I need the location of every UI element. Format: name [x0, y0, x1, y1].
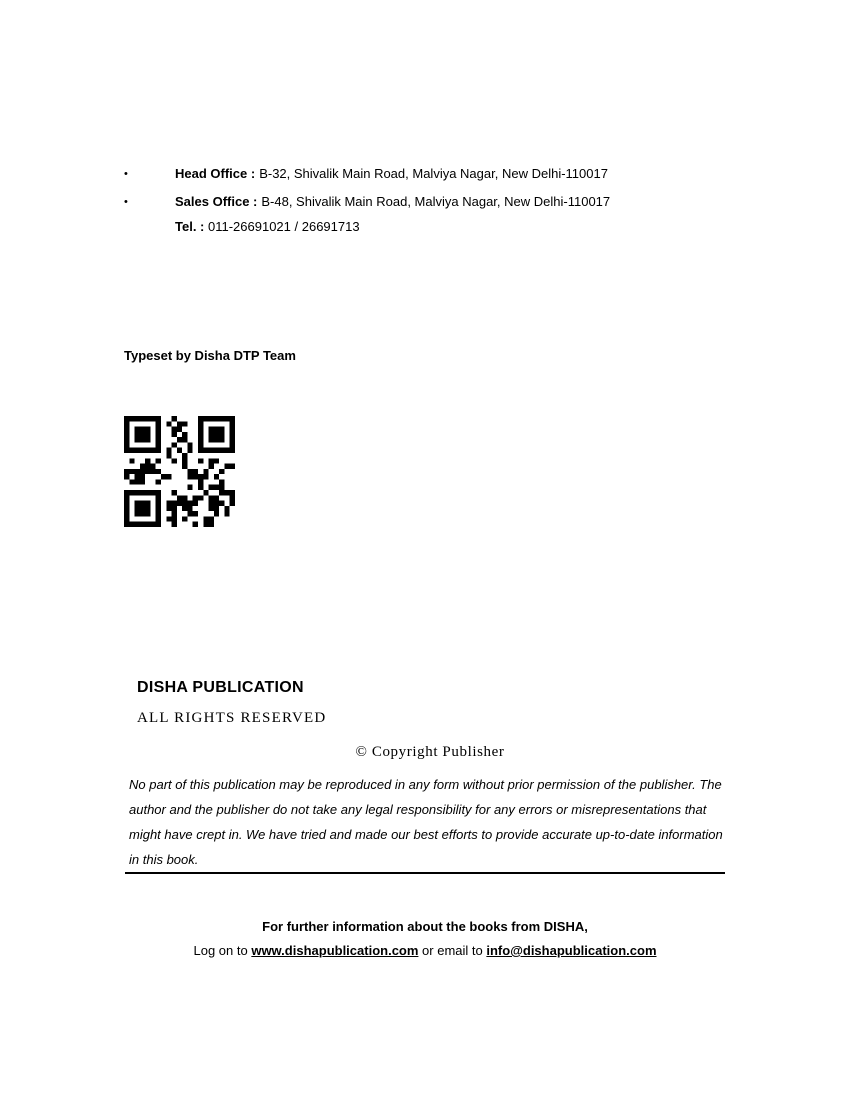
tel-numbers: 011-26691021 / 26691713	[208, 219, 360, 234]
sales-office-address: B-48, Shivalik Main Road, Malviya Nagar, New Delhi-110017	[261, 194, 611, 209]
head-office-address: B-32, Shivalik Main Road, Malviya Nagar, New Delhi-110017	[259, 166, 608, 181]
copyright-notice: © Copyright Publisher	[355, 744, 505, 760]
email-connector: or email to	[422, 943, 483, 958]
disclaimer-text: No part of this publication may be reproduced in any form without prior permission of the publisher. The author and the publisher do not take any legal responsibility for any errors or misrepresentations that might have crept in. We have tried and made our best efforts to provide accurate up-to-date information in this book.	[129, 777, 723, 867]
tel-label: Tel. :	[175, 219, 205, 234]
sales-office-line	[124, 193, 744, 211]
qr-code	[124, 416, 235, 527]
sales-office-label: Sales Office :	[175, 194, 258, 209]
website-link[interactable]: www.dishapublication.com	[251, 943, 419, 958]
rights-reserved: ALL RIGHTS RESERVED	[137, 710, 327, 726]
divider	[125, 872, 725, 874]
further-info: For further information about the books from DISHA,	[262, 919, 588, 934]
email-link[interactable]: info@dishapublication.com	[486, 943, 657, 958]
logon-line	[0, 942, 850, 960]
logon-prefix: Log on to	[193, 943, 248, 958]
telephone-line	[175, 218, 360, 236]
bullet: •	[124, 196, 128, 208]
head-office-line	[124, 165, 744, 183]
head-office-label: Head Office :	[175, 166, 256, 181]
publisher-name: DISHA PUBLICATION	[137, 679, 304, 696]
bullet: •	[124, 168, 128, 180]
typeset-credit: Typeset by Disha DTP Team	[124, 348, 296, 363]
